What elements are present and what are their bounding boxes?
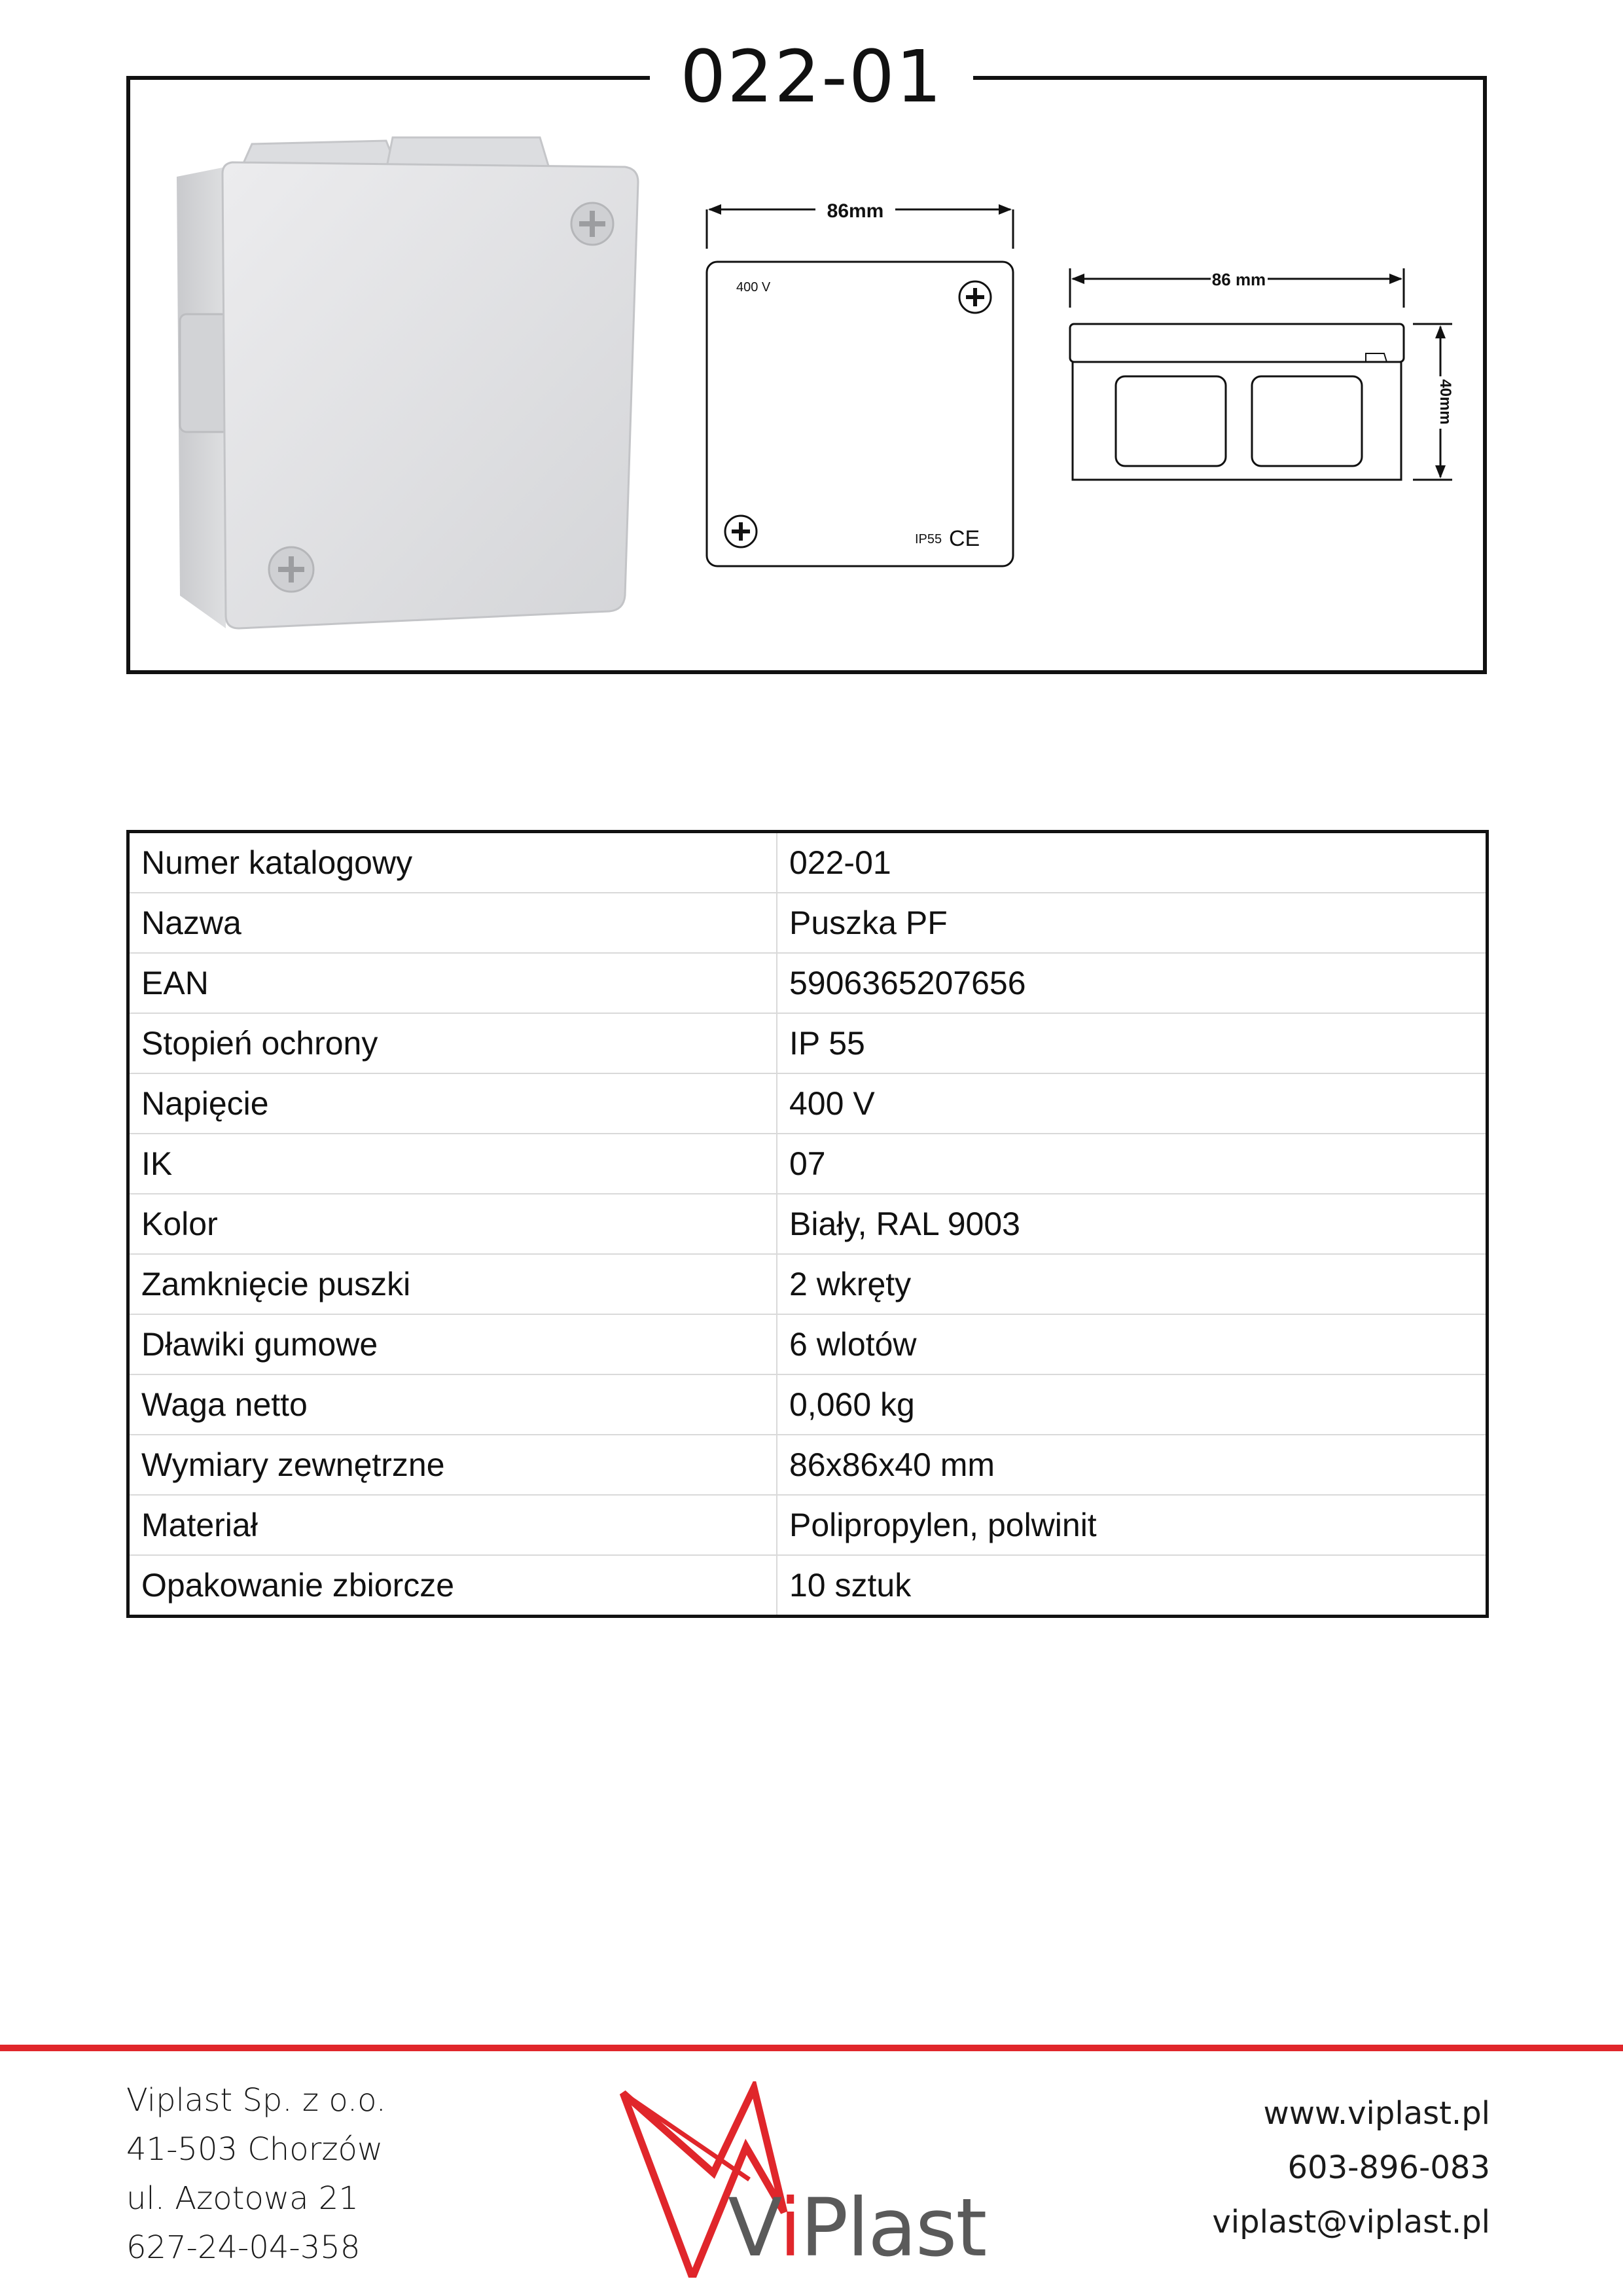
spec-value: 07: [777, 1134, 1488, 1194]
spec-value: 022-01: [777, 832, 1488, 893]
company-name: Viplast Sp. z o.o.: [126, 2082, 386, 2119]
spec-label: Dławiki gumowe: [128, 1314, 777, 1374]
spec-label: Materiał: [128, 1495, 777, 1555]
email-link[interactable]: viplast@viplast.pl: [1212, 2204, 1490, 2240]
spec-label: Napięcie: [128, 1073, 777, 1134]
spec-label: IK: [128, 1134, 777, 1194]
spec-value: 86x86x40 mm: [777, 1435, 1488, 1495]
spec-row: [128, 1013, 1488, 1073]
spec-table: [126, 830, 1489, 1618]
spec-label: Waga netto: [128, 1374, 777, 1435]
top-view-drawing: [700, 190, 1021, 576]
spec-label: EAN: [128, 953, 777, 1013]
spec-value: IP 55: [777, 1013, 1488, 1073]
side-view-width-label: 86 mm: [1211, 270, 1266, 289]
spec-value: Puszka PF: [777, 893, 1488, 953]
ce-mark: CE: [949, 526, 980, 551]
plus-screw-icon: [959, 281, 991, 313]
spec-value: 400 V: [777, 1073, 1488, 1134]
spec-row: [128, 1194, 1488, 1254]
spec-row: [128, 953, 1488, 1013]
spec-row: [128, 1314, 1488, 1374]
spec-value: Biały, RAL 9003: [777, 1194, 1488, 1254]
spec-label: Opakowanie zbiorcze: [128, 1555, 777, 1617]
spec-label: Zamknięcie puszki: [128, 1254, 777, 1314]
spec-value: 5906365207656: [777, 953, 1488, 1013]
spec-label: Wymiary zewnętrzne: [128, 1435, 777, 1495]
spec-row: [128, 1555, 1488, 1617]
top-view-width-label: 86mm: [827, 200, 884, 222]
spec-label: Numer katalogowy: [128, 832, 777, 893]
spec-label: Stopień ochrony: [128, 1013, 777, 1073]
company-address: [126, 2076, 386, 2272]
side-view-drawing: [1063, 262, 1463, 497]
spec-label: Nazwa: [128, 893, 777, 953]
product-photo: [167, 111, 664, 635]
ip-rating-label: IP55: [915, 532, 942, 547]
footer-divider: [0, 2045, 1623, 2051]
company-contact: [1212, 2087, 1490, 2250]
viplast-logo-text: ViPlast: [728, 2181, 986, 2274]
spec-row: [128, 1374, 1488, 1435]
voltage-label: 400 V: [736, 280, 771, 295]
screw-icon: [269, 547, 313, 592]
product-code: 022-01: [650, 27, 973, 126]
tax-id: 627-24-04-358: [126, 2229, 361, 2266]
spec-value: 2 wkręty: [777, 1254, 1488, 1314]
spec-row: [128, 1254, 1488, 1314]
website-link[interactable]: www.viplast.pl: [1263, 2095, 1490, 2132]
spec-row: [128, 893, 1488, 953]
side-view-height-label: 40mm: [1436, 379, 1454, 425]
spec-value: 0,060 kg: [777, 1374, 1488, 1435]
spec-label: Kolor: [128, 1194, 777, 1254]
plus-screw-icon: [725, 516, 757, 547]
spec-value: 10 sztuk: [777, 1555, 1488, 1617]
spec-value: 6 wlotów: [777, 1314, 1488, 1374]
postal-city: 41-503 Chorzów: [126, 2131, 383, 2168]
screw-icon: [571, 203, 613, 245]
street: ul. Azotowa 21: [126, 2180, 359, 2217]
spec-row: [128, 1073, 1488, 1134]
spec-row: [128, 1134, 1488, 1194]
spec-row: [128, 1495, 1488, 1555]
spec-row: [128, 832, 1488, 893]
spec-value: Polipropylen, polwinit: [777, 1495, 1488, 1555]
phone-number: 603-896-083: [1287, 2149, 1490, 2186]
spec-row: [128, 1435, 1488, 1495]
